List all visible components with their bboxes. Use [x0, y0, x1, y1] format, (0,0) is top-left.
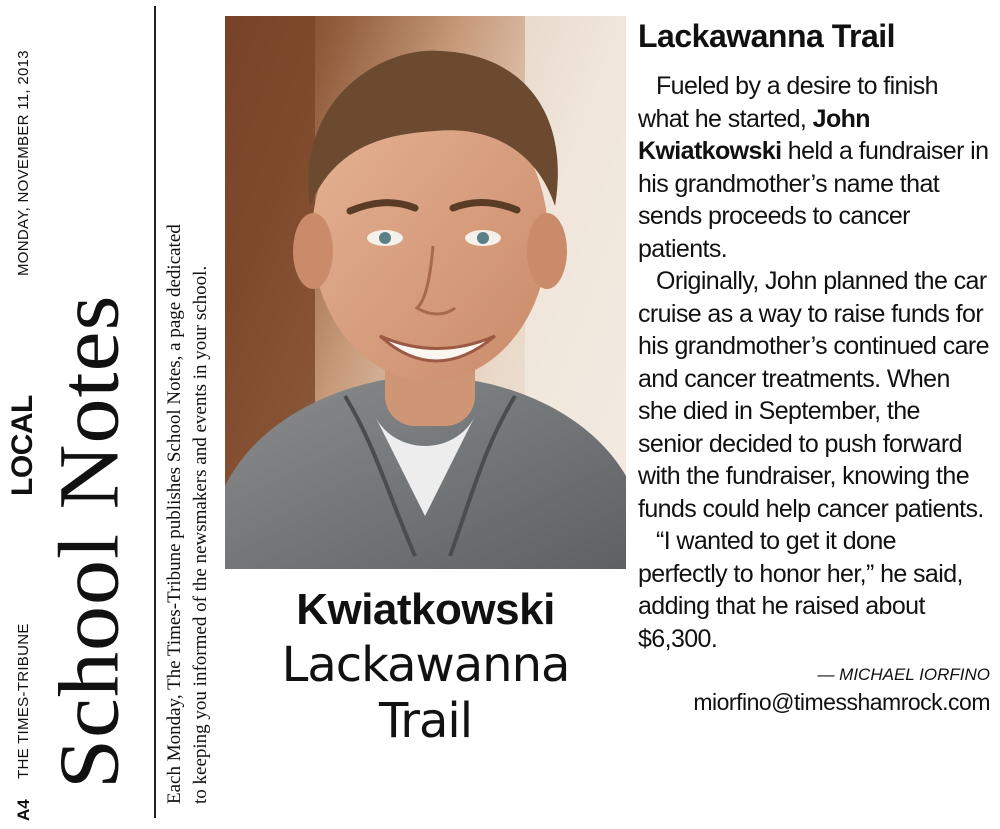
caption-school-line-1: Lackawanna [281, 637, 570, 693]
student-portrait-photo [225, 16, 626, 569]
page-number: A4 [14, 799, 33, 821]
photo-caption [225, 583, 626, 749]
p1-text-after: held a fundraiser in his grandmother’s name that sends proceeds to cancer patients. [638, 137, 989, 263]
column-divider [154, 6, 156, 818]
masthead [0, 0, 150, 829]
article-paragraph-1 [638, 70, 990, 265]
intro-line-1: Each Monday, The Times-Tribune publishes School Notes, a page dedicated [164, 224, 185, 804]
publication-date: MONDAY, NOVEMBER 11, 2013 [15, 50, 32, 276]
masthead-topline [4, 11, 44, 821]
caption-student-name: Kwiatkowski [296, 585, 555, 634]
byline: — MICHAEL IORFINO [817, 665, 990, 684]
intro-column [162, 0, 222, 810]
section-name: LOCAL [6, 395, 39, 496]
portrait-illustration [225, 16, 626, 569]
intro-line-2: to keeping you informed of the newsmakers and events in your school. [190, 265, 211, 804]
p1-text-before: Fueled by a desire to finish what he started, [638, 72, 938, 133]
article-headline: Lackawanna Trail [638, 18, 896, 54]
section-title: School Notes [42, 294, 137, 789]
caption-school-line-2: Trail [378, 693, 473, 749]
article [638, 16, 990, 716]
article-paragraph-2: Originally, John planned the car cruise as a way to raise funds for his grandmother’s continued care and cancer treatments. When she died in September, the senior decided to push forward with the fundraiser, knowing the funds could help cancer patients. [638, 267, 989, 523]
author-email: miorfino@timesshamrock.com [693, 689, 990, 715]
paper-name: THE TIMES-TRIBUNE [15, 623, 32, 779]
student-name-bold: John Kwiatkowski [638, 104, 870, 165]
article-paragraph-3: “I wanted to get it done perfectly to honor her,” he said, adding that he raised about $6,300. [638, 527, 963, 653]
